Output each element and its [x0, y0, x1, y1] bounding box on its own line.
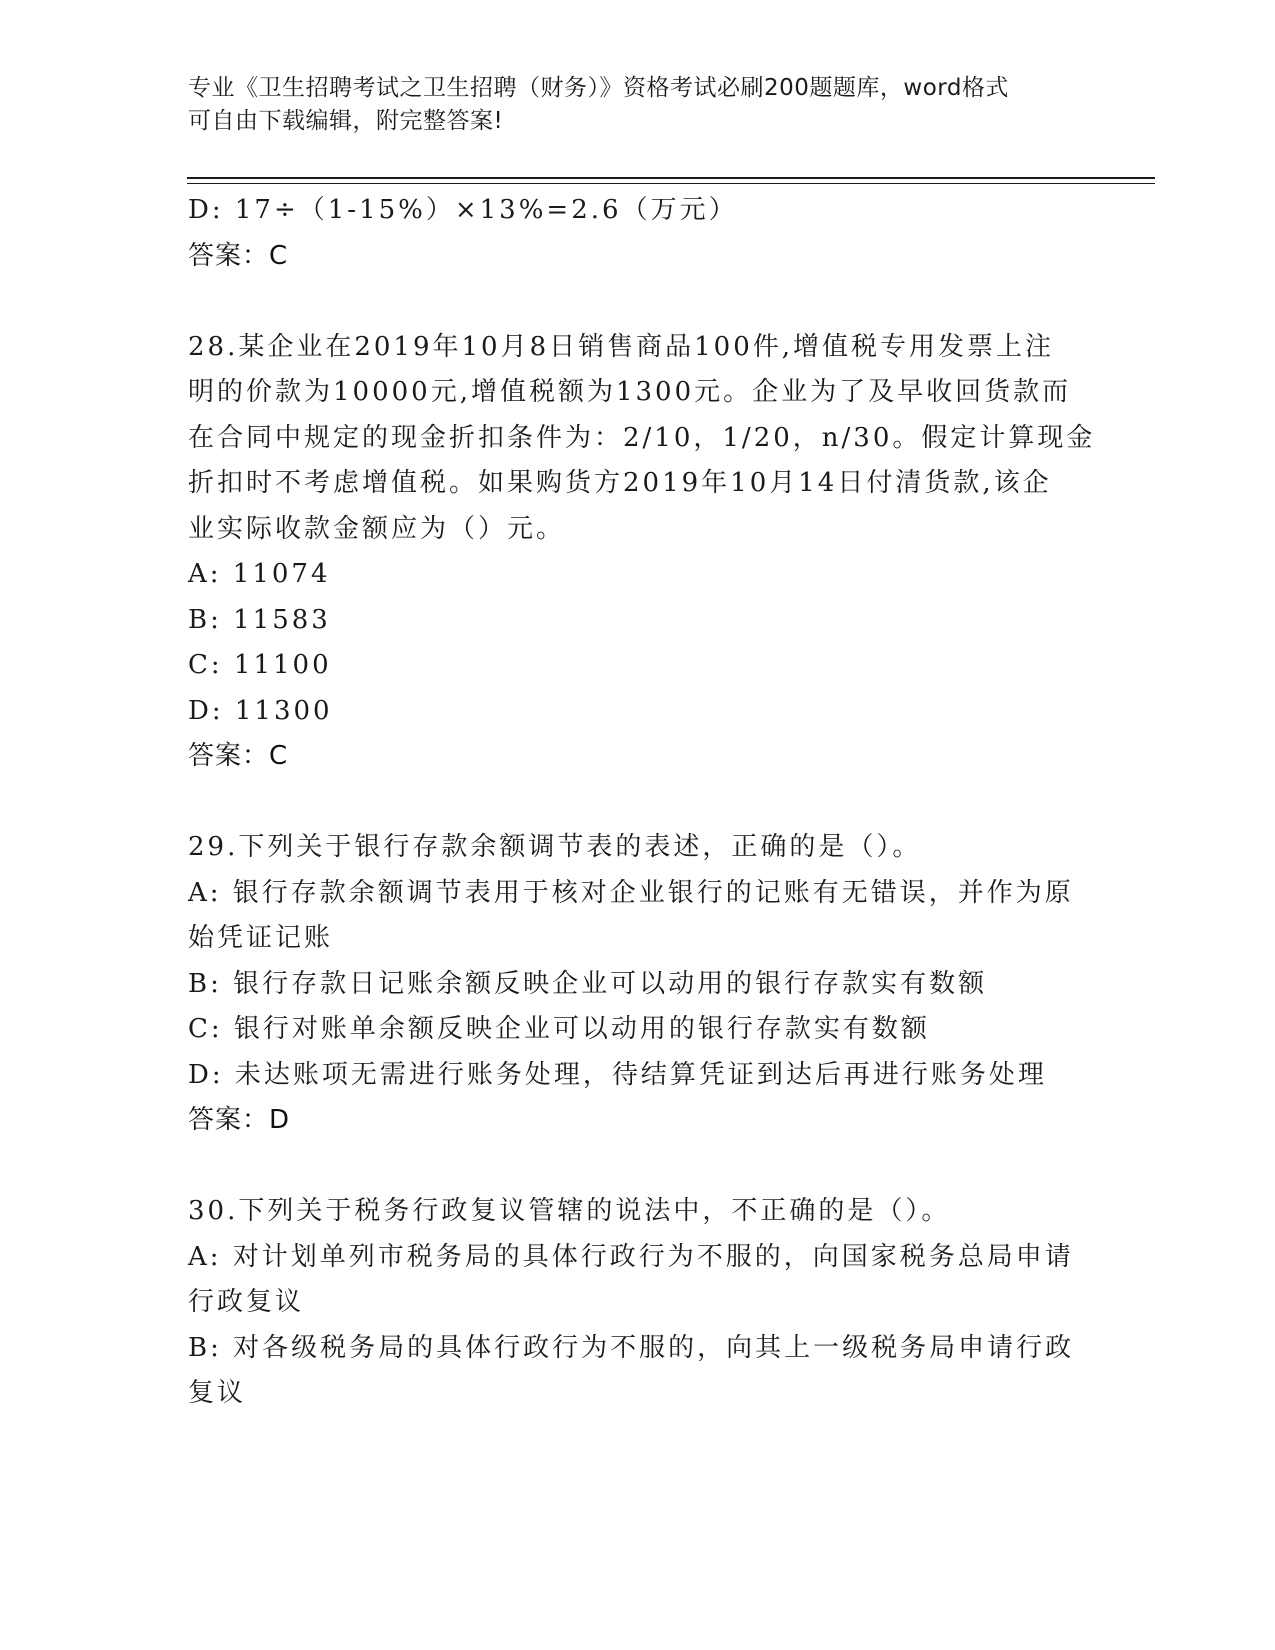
option-c: C: 11100	[188, 650, 332, 680]
stem-line: 28.某企业在2019年10月8日销售商品100件,增值税专用发票上注	[188, 331, 1055, 362]
question-30	[188, 1189, 1088, 1417]
option-a-continued: 行政复议	[188, 1287, 305, 1317]
option-d: D: 未达账项无需进行账务处理，待结算凭证到达后再进行账务处理	[188, 1059, 1047, 1090]
option-d: D: 17÷（1-15%）×13%=2.6（万元）	[188, 195, 738, 225]
header-line-1: 专业《卫生招聘考试之卫生招聘（财务）》资格考试必刷200题题库，word格式	[188, 75, 1009, 101]
header-divider-thin	[187, 183, 1155, 184]
question-stem: 30.下列关于税务行政复议管辖的说法中，不正确的是（）。	[188, 1196, 951, 1226]
stem-line: 在合同中规定的现金折扣条件为：2/10，1/20，n/30。假定计算现金	[188, 422, 1096, 453]
option-b: B: 11583	[188, 604, 331, 635]
stem-line: 折扣时不考虑增值税。如果购货方2019年10月14日付清货款,该企	[188, 468, 1052, 498]
option-d: D: 11300	[188, 695, 333, 726]
header-divider-thick	[187, 177, 1155, 179]
option-a: A: 银行存款余额调节表用于核对企业银行的记账有无错误，并作为原	[188, 877, 1074, 908]
question-28	[188, 325, 1096, 780]
spacer	[188, 1144, 1088, 1190]
spacer	[188, 279, 1088, 325]
answer-line: 答案：C	[188, 240, 289, 271]
spacer	[188, 780, 1088, 826]
answer-line: 答案：D	[188, 1105, 291, 1135]
stem-line: 业实际收款金额应为（）元。	[188, 513, 566, 544]
option-a: A: 11074	[188, 559, 331, 589]
option-a-continued: 始凭证记账	[188, 923, 334, 953]
question-stem	[188, 325, 1096, 553]
option-b: B: 对各级税务局的具体行政行为不服的，向其上一级税务局申请行政	[188, 1332, 1075, 1363]
previous-question-tail	[188, 188, 1088, 279]
stem-line: 明的价款为10000元,增值税额为1300元。企业为了及早收回货款而	[188, 377, 1072, 407]
document-body	[188, 188, 1096, 1417]
option-b-continued: 复议	[188, 1378, 247, 1408]
page-header	[188, 72, 1068, 138]
option-c: C: 银行对账单余额反映企业可以动用的银行存款实有数额	[188, 1014, 930, 1044]
option-b: B: 银行存款日记账余额反映企业可以动用的银行存款实有数额	[188, 968, 988, 999]
answer-line: 答案：C	[188, 741, 289, 771]
header-line-2: 可自由下载编辑，附完整答案!	[188, 108, 504, 134]
question-stem: 29.下列关于银行存款余额调节表的表述，正确的是（）。	[188, 832, 922, 862]
question-29	[188, 825, 1088, 1144]
option-a: A: 对计划单列市税务局的具体行政行为不服的，向国家税务总局申请	[188, 1241, 1074, 1272]
